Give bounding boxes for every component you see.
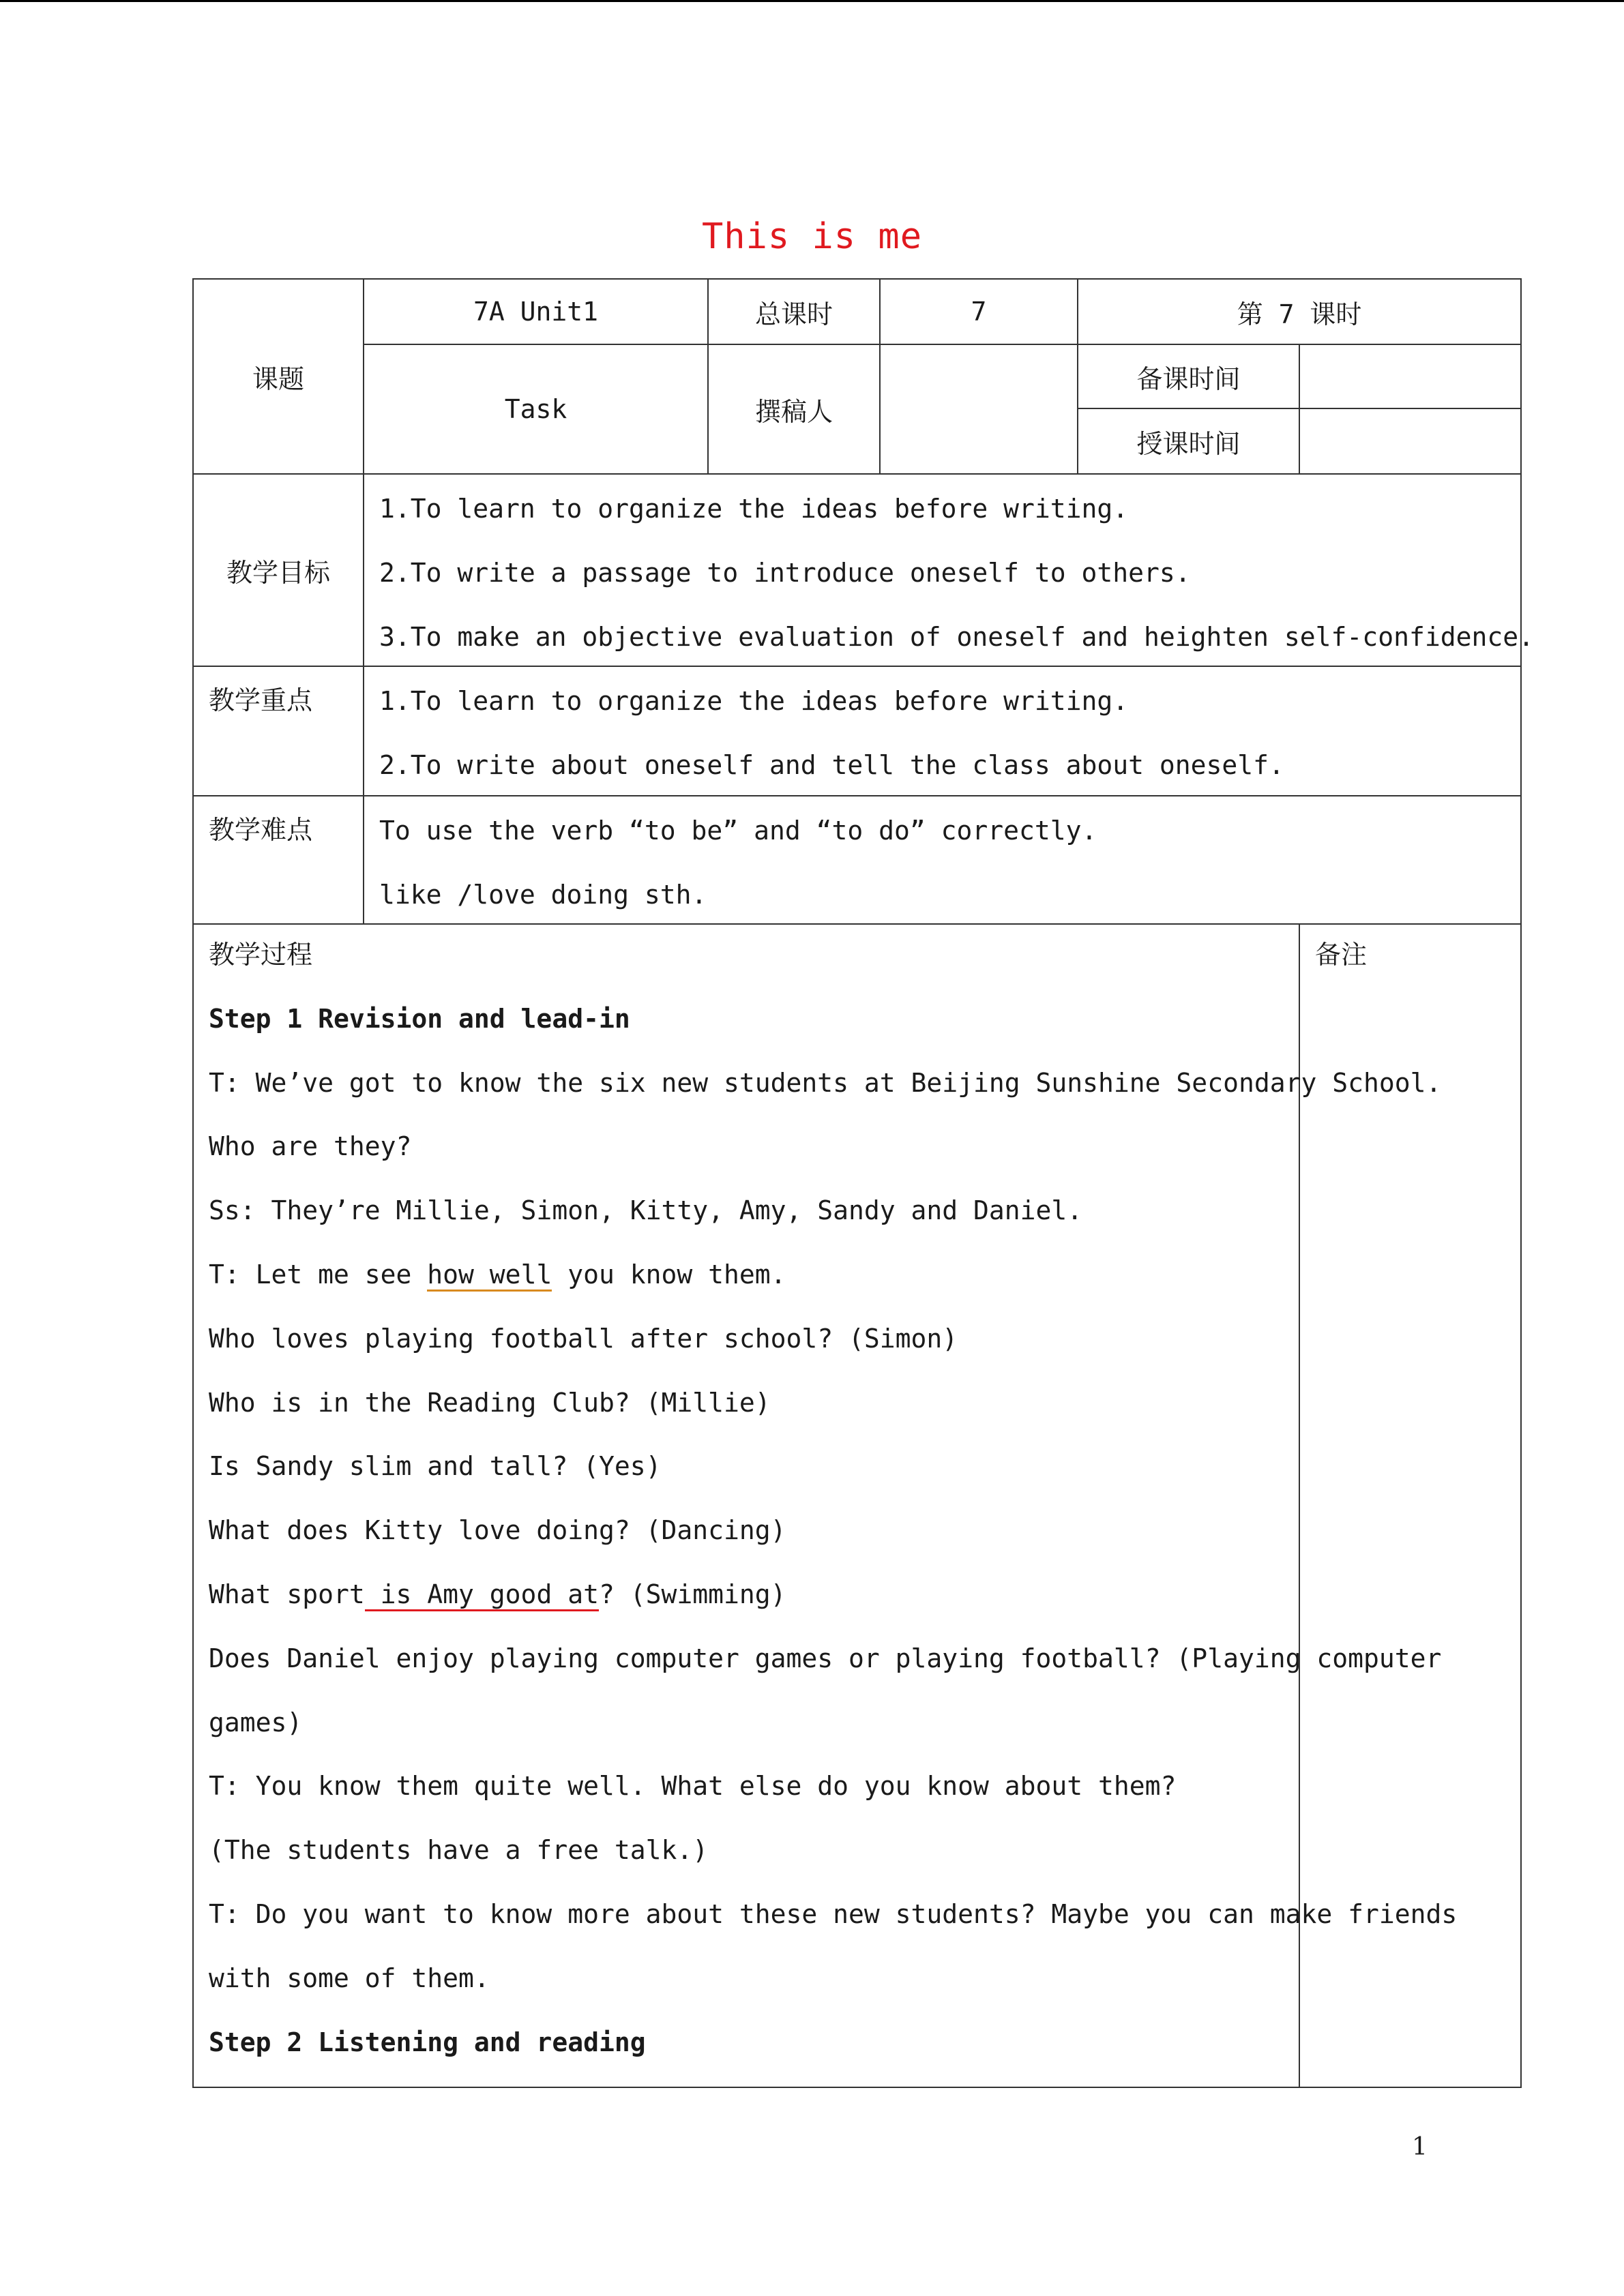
header-row-1 [193,279,1521,344]
process-text: What sport [209,1579,365,1609]
subject-label: 课题 [193,279,364,474]
total-periods-value: 7 [880,279,1078,344]
step-heading: Step 2 Listening and reading [209,2027,646,2057]
key-points-label: 教学重点 [193,666,364,796]
process-line: (The students have a free talk.) [209,1835,709,1866]
difficulty-item: To use the verb “to be” and “to do” correctly. [379,816,1097,846]
objectives-content [364,474,1534,666]
process-text: T: Let me see [209,1259,428,1289]
process-line: T: We’ve got to know the six new students at Beijing Sunshine Secondary School. [209,1067,1442,1098]
prep-time-label: 备课时间 [1078,344,1299,408]
process-text: ? (Swimming) [598,1579,786,1609]
topic-cell: Task [364,344,708,474]
step-heading: Step 1 Revision and lead-in [209,1003,630,1034]
objective-item: 2.To write a passage to introduce oneself to others. [379,558,1191,588]
key-points-content [364,666,1521,796]
process-line: Who are they? [209,1131,412,1162]
key-point-item: 2.To write about oneself and tell the class about oneself. [379,750,1284,780]
header-row-2 [193,344,1521,408]
key-points-row [193,666,1521,796]
page-title: This is me [701,216,923,257]
process-row [193,924,1521,2087]
difficulties-row [193,796,1521,924]
key-point-item: 1.To learn to organize the ideas before writing. [379,686,1129,716]
process-line: Ss: They’re Millie, Simon, Kitty, Amy, Sandy and Daniel. [209,1195,1083,1226]
process-line: Is Sandy slim and tall? (Yes) [209,1451,662,1482]
process-line: T: You know them quite well. What else do you know about them? [209,1771,1177,1802]
total-periods-label: 总课时 [708,279,880,344]
process-line: What does Kitty love doing? (Dancing) [209,1515,786,1546]
author-value [880,344,1078,474]
difficulties-content [364,796,1521,924]
objectives-row [193,474,1521,666]
process-line: Who loves playing football after school? (Simon) [209,1323,958,1354]
difficulty-item: like /love doing sth. [379,880,707,910]
process-label: 教学过程 [209,940,313,970]
underlined-phrase: is Amy good at [365,1579,599,1611]
author-label: 撰稿人 [708,344,880,474]
process-line [209,1575,1299,1639]
lesson-plan-table [192,278,1534,2088]
teach-time-value [1299,408,1521,474]
prep-time-value [1299,344,1521,408]
objective-item: 3.To make an objective evaluation of oneself and heighten self-confidence. [379,622,1534,652]
process-line: games) [209,1707,303,1738]
process-line: T: Do you want to know more about these new students? Maybe you can make friends [209,1898,1458,1929]
process-line: Who is in the Reading Club? (Millie) [209,1387,771,1418]
process-line: with some of them. [209,1963,490,1993]
objectives-label: 教学目标 [193,474,364,666]
notes-label: 备注 [1315,940,1368,970]
objective-item: 1.To learn to organize the ideas before writing. [379,494,1129,524]
process-text: you know them. [552,1259,786,1289]
underlined-phrase: how well [427,1259,552,1292]
top-border-line [0,0,1624,2]
unit-cell: 7A Unit1 [364,279,708,344]
page-number: 1 [1412,2133,1428,2161]
period-cell: 第 7 课时 [1078,279,1521,344]
teach-time-label: 授课时间 [1078,408,1299,474]
process-line [209,1255,1299,1320]
process-line: Does Daniel enjoy playing computer games or playing football? (Playing computer [209,1643,1442,1673]
difficulties-label: 教学难点 [193,796,364,924]
